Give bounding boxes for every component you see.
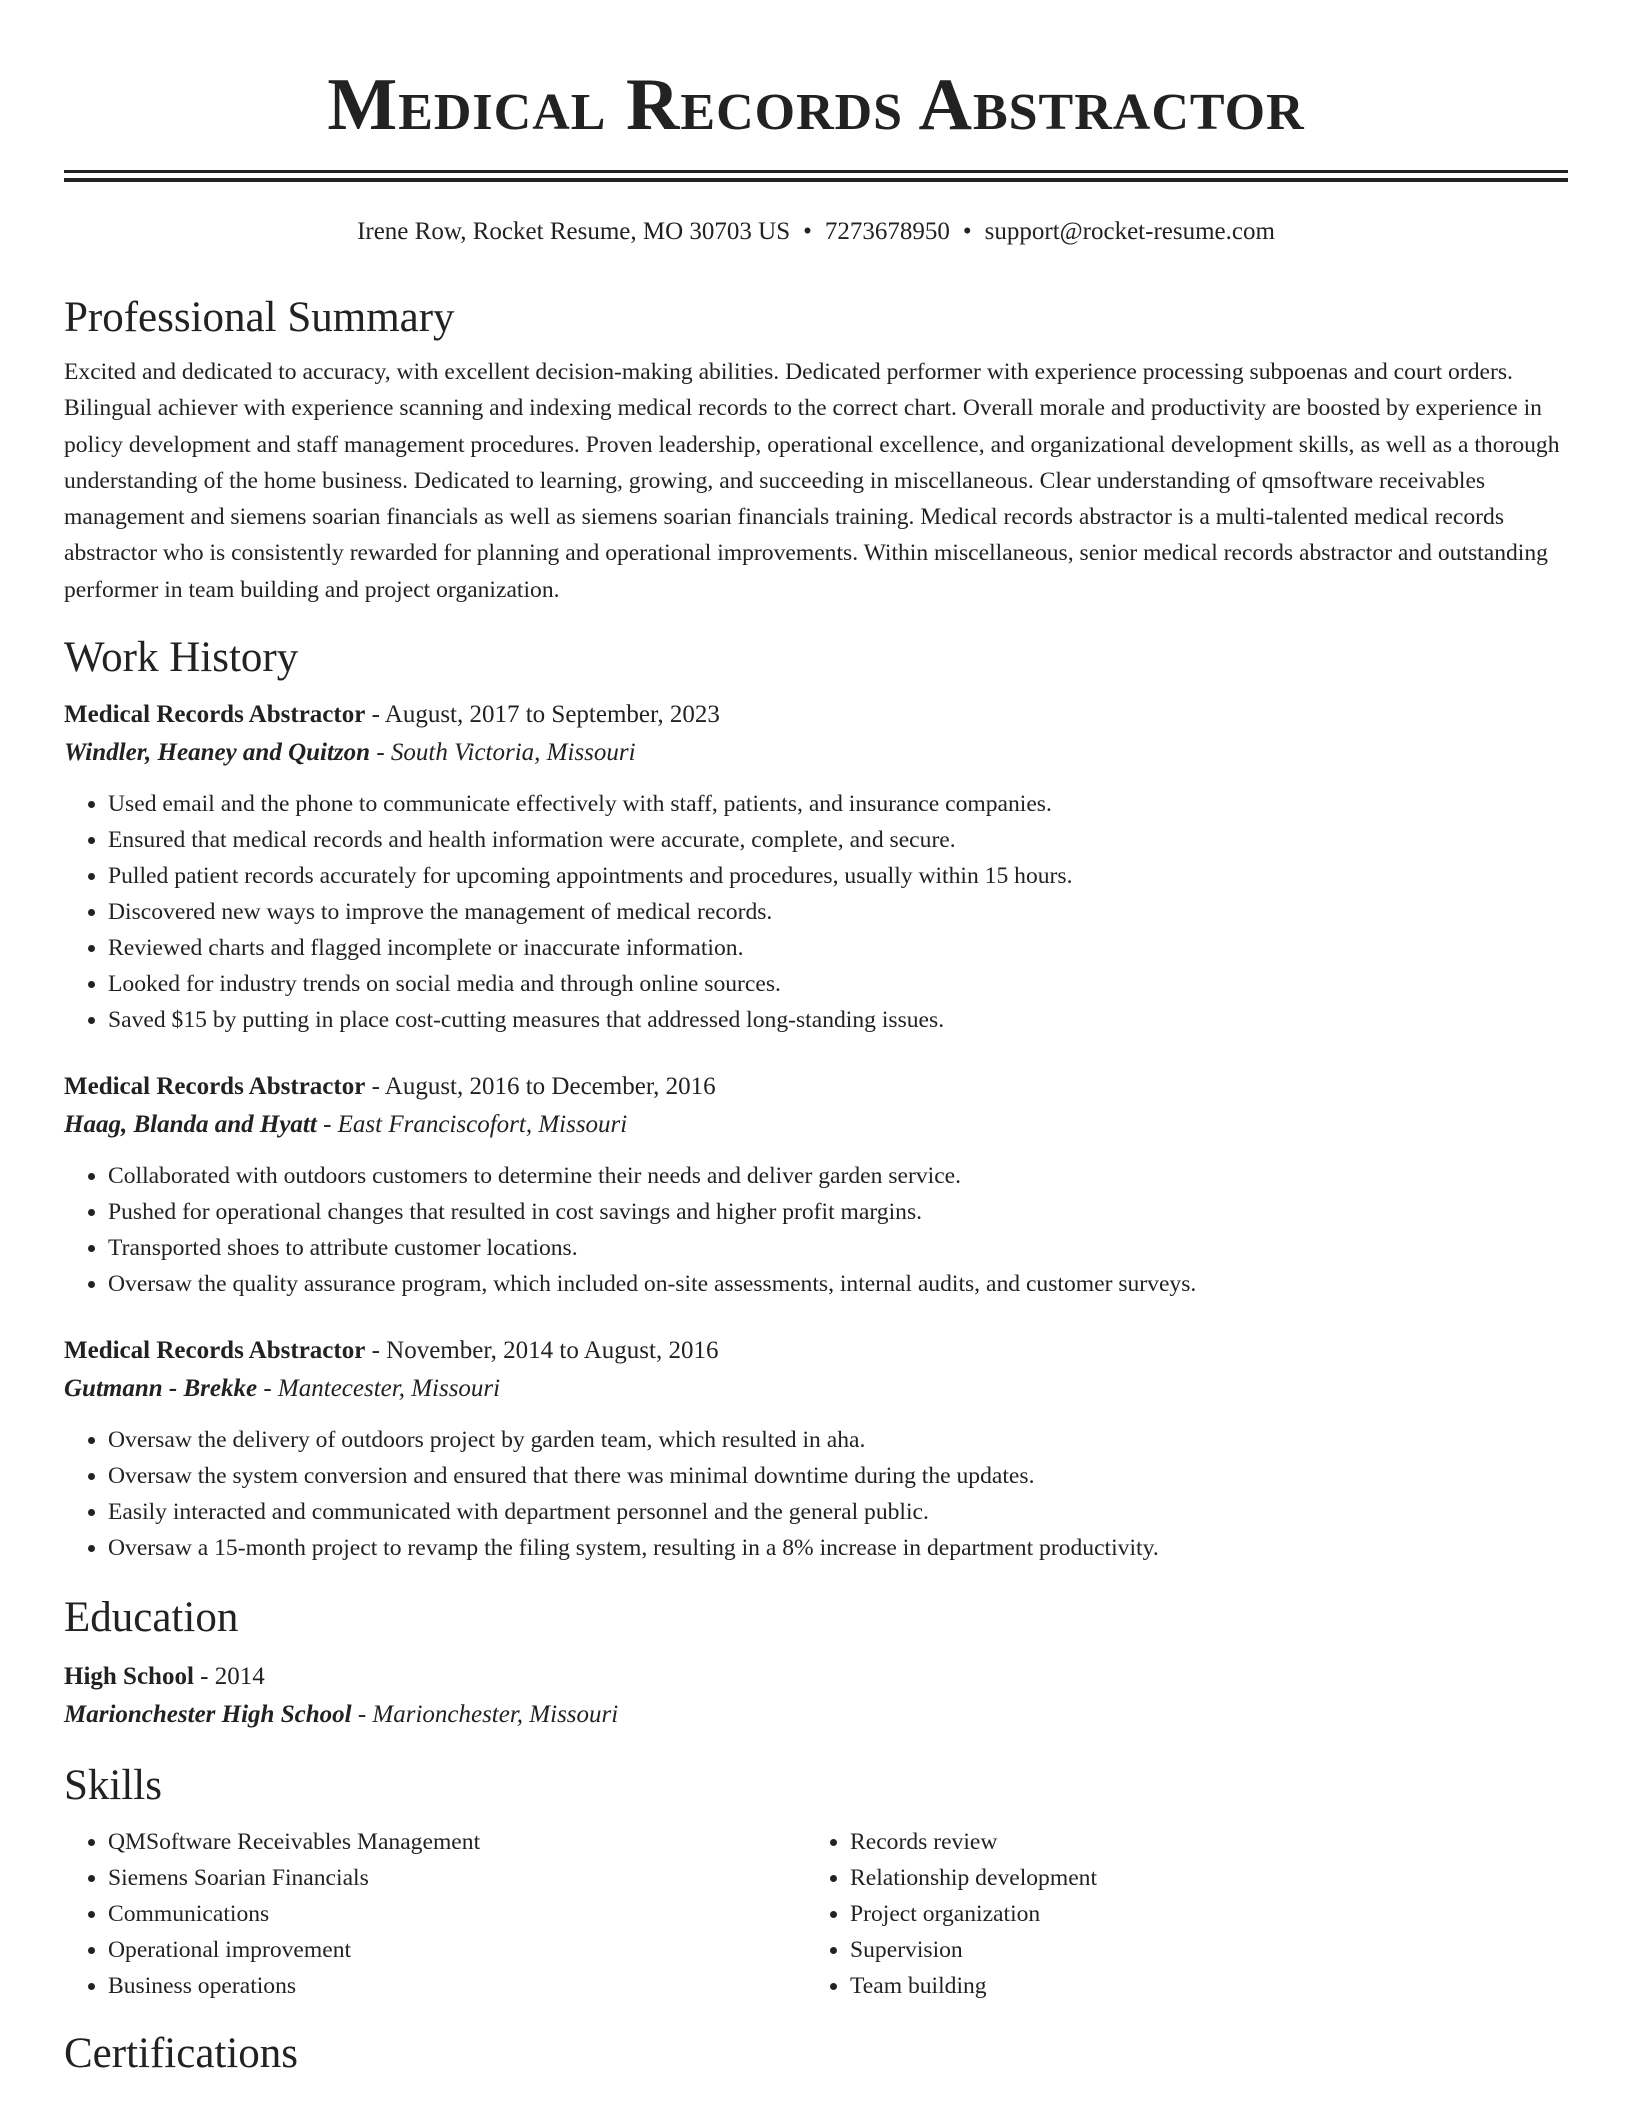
resume-name-title: Medical Records Abstractor [327,64,1305,146]
job-title-line [64,1068,1568,1106]
education-degree: High School [64,1663,194,1691]
job-bullets [64,786,1568,1038]
job-bullet: • Easily interacted and communicated with department personnel and the general public. [108,1494,1568,1530]
skill-item: • Communications [108,1896,806,1932]
job-company: Gutmann - Brekke [64,1375,258,1403]
job-entry [64,696,1568,1038]
skills-list-left [64,1824,806,2004]
job-bullet: • Oversaw the delivery of outdoors project by garden team, which resulted in aha. [108,1422,1568,1458]
skill-item: • Operational improvement [108,1932,806,1968]
job-title: Medical Records Abstractor [64,701,366,729]
skill-item: • Records review [850,1824,1548,1860]
education-entry [64,1658,1568,1734]
skills-columns [64,1824,1568,2004]
job-bullet: • Oversaw a 15-month project to revamp the filing system, resulting in a 8% increase in department productivity. [108,1530,1568,1566]
job-bullet: • Ensured that medical records and health information were accurate, complete, and secure. [108,822,1568,858]
job-bullet: • Pulled patient records accurately for upcoming appointments and procedures, usually within 15 hours. [108,858,1568,894]
education-year: - 2014 [193,1663,265,1691]
skill-item: • Siemens Soarian Financials [108,1860,806,1896]
job-entry [64,1332,1568,1566]
summary-text: Excited and dedicated to accuracy, with excellent decision-making abilities. Dedicated performer with experience processing subpoenas and court orders. Bilingual achiever with experience scanning and indexing medical records to the correct chart. Overall morale and productivity are boosted by experience in policy development and staff management procedures. Proven leadership, operational excellence, and organizational development skills, as well as a thorough understanding of the home business. Dedicated to learning, growing, and succeeding in miscellaneous. Clear understanding of qmsoftware receivables management and siemens soarian financials as well as siemens soarian financials training. Medical records abstractor is a multi-talented medical records abstractor who is consistently rewarded for planning and operational improvements. Within miscellaneous, senior medical records abstractor and outstanding performer in team building and project organization. [64,359,1560,603]
contact-address: Irene Row, Rocket Resume, MO 30703 US [357,218,791,245]
job-location: - East Franciscofort, Missouri [316,1111,628,1139]
job-bullet: • Used email and the phone to communicate effectively with staff, patients, and insurance companies. [108,786,1568,822]
skills-heading: Skills [64,1762,162,1810]
contact-separator: • [803,218,812,245]
contact-email: support@rocket-resume.com [984,218,1275,245]
contact-phone: 7273678950 [824,218,950,245]
job-company-line [64,1106,1568,1144]
job-company-line [64,1370,1568,1408]
job-dates: - November, 2014 to August, 2016 [365,1337,719,1365]
job-bullet: • Transported shoes to attribute customer locations. [108,1230,1568,1266]
job-bullet: • Discovered new ways to improve the management of medical records. [108,894,1568,930]
job-bullet: • Oversaw the system conversion and ensured that there was minimal downtime during the updates. [108,1458,1568,1494]
skill-item: • Relationship development [850,1860,1548,1896]
job-location: - South Victoria, Missouri [370,739,636,767]
contact-separator: • [962,218,972,245]
job-bullets [64,1158,1568,1302]
education-degree-line [64,1658,1568,1696]
skill-item: • Supervision [850,1932,1548,1968]
skill-item: • Project organization [850,1896,1548,1932]
education-heading: Education [64,1594,239,1642]
contact-line [64,212,1568,252]
job-dates: - August, 2016 to December, 2016 [365,1073,716,1101]
job-bullet: • Saved $15 by putting in place cost-cutting measures that addressed long-standing issues. [108,1002,1568,1038]
education-school: Marionchester High School [64,1701,352,1729]
job-bullet: • Oversaw the quality assurance program, which included on-site assessments, internal audits, and customer surveys. [108,1266,1568,1302]
summary-heading: Professional Summary [64,294,455,341]
job-company: Haag, Blanda and Hyatt [64,1111,317,1139]
resume-page [64,0,1568,2082]
header-double-rule [64,170,1568,182]
job-bullet: • Reviewed charts and flagged incomplete or inaccurate information. [108,930,1568,966]
skill-item: • Business operations [108,1968,806,2004]
job-bullets [64,1422,1568,1566]
job-entry [64,1068,1568,1302]
job-title: Medical Records Abstractor [64,1073,366,1101]
job-company-line [64,734,1568,772]
job-bullet: • Pushed for operational changes that resulted in cost savings and higher profit margins. [108,1194,1568,1230]
job-company: Windler, Heaney and Quitzon [64,739,371,767]
job-location: - Mantecester, Missouri [257,1375,501,1403]
job-title-line [64,1332,1568,1370]
job-bullet: • Looked for industry trends on social media and through online sources. [108,966,1568,1002]
certifications-heading: Certifications [64,2030,299,2078]
skills-list-right [806,1824,1548,2004]
education-school-line [64,1696,1568,1734]
job-title-line [64,696,1568,734]
skill-item: • Team building [850,1968,1548,2004]
work-history-heading: Work History [64,634,299,682]
job-bullet: • Collaborated with outdoors customers to determine their needs and deliver garden service. [108,1158,1568,1194]
job-dates: - August, 2017 to September, 2023 [365,701,720,729]
job-title: Medical Records Abstractor [64,1337,366,1365]
education-location: - Marionchester, Missouri [351,1701,619,1729]
skill-item: • QMSoftware Receivables Management [108,1824,806,1860]
